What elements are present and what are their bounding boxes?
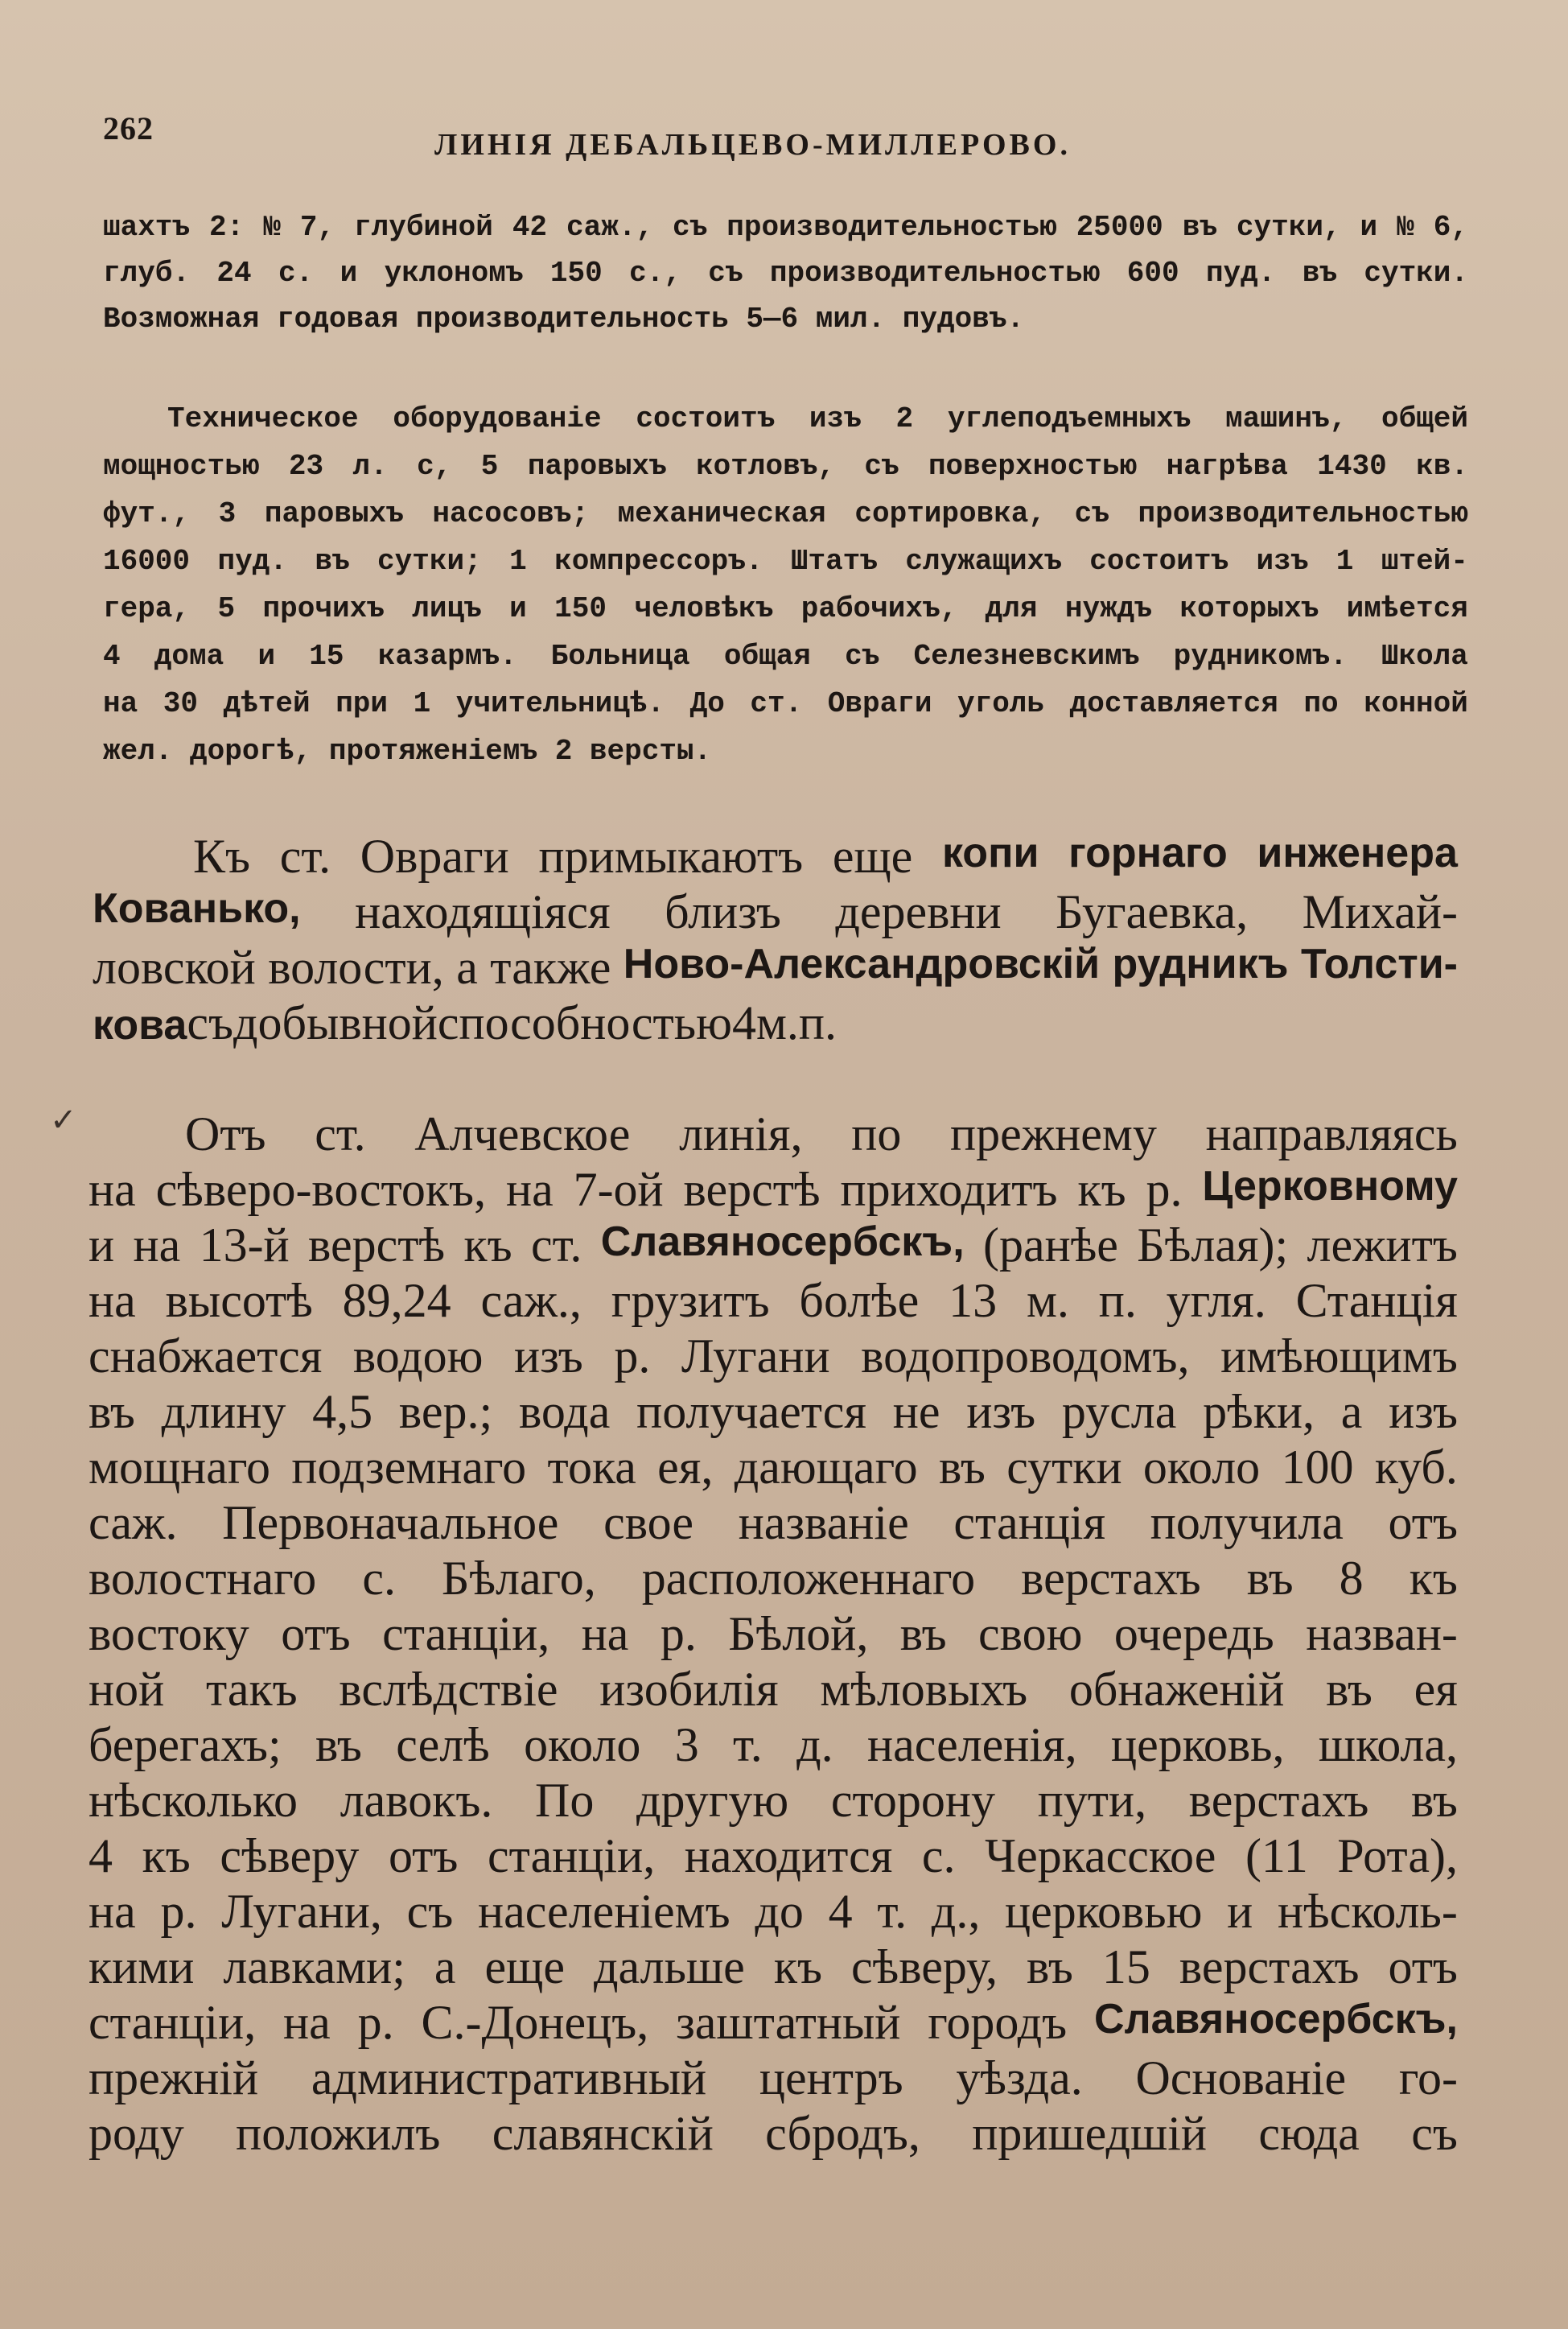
running-head: ЛИНІЯ ДЕБАЛЬЦЕВО-МИЛЛЕРОВО. <box>434 128 1071 162</box>
p4-line: на сѣверо-востокъ, на 7-ой верстѣ приходитъ къ р. Церковному <box>88 1163 1458 1216</box>
p4-line: роду положилъ славянскій сбродъ, пришедшій сюда съ <box>88 2107 1458 2160</box>
p3-line: Кованько, находящіяся близъ деревни Бугаевка, Михай- <box>93 885 1458 938</box>
p4-line: прежній административный центръ уѣзда. Основаніе го- <box>88 2051 1458 2104</box>
page-number: 262 <box>103 110 154 146</box>
p4-line: берегахъ; въ селѣ около 3 т. д. населенія, церковь, школа, <box>88 1718 1458 1771</box>
p4-line: Отъ ст. Алчевское линія, по прежнему направляясь <box>185 1107 1458 1160</box>
p2-line: 4 дома и 15 казармъ. Больница общая съ Селезневскимъ рудникомъ. Школа <box>103 640 1468 673</box>
p4-line: кими лавками; а еще дальше къ сѣверу, въ 15 верстахъ отъ <box>88 1940 1458 1993</box>
p2-line: на 30 дѣтей при 1 учительницѣ. До ст. Овраги уголь доставляется по конной <box>103 687 1468 720</box>
p1-line: шахтъ 2: № 7, глубиной 42 саж., съ производительностью 25000 въ сутки, и № 6, <box>103 211 1468 244</box>
p2-line: Техническое оборудованіе состоитъ изъ 2 углеподъемныхъ машинъ, общей <box>167 402 1468 435</box>
p2-line: фут., 3 паровыхъ насосовъ; механическая сортировка, съ производительностью <box>103 497 1468 530</box>
p4-line: станціи, на р. С.-Донецъ, заштатный городъ Славяносербскъ, <box>88 1996 1458 2049</box>
p4-line: востоку отъ станціи, на р. Бѣлой, въ свою очередь назван- <box>88 1607 1458 1660</box>
p1-line: Возможная годовая производительность 5—6 мил. пудовъ. <box>103 303 1024 336</box>
p4-line: на высотѣ 89,24 саж., грузитъ болѣе 13 м. п. угля. Станція <box>88 1274 1458 1327</box>
p2-line: мощностью 23 л. с, 5 паровыхъ котловъ, съ поверхностью нагрѣва 1430 кв. <box>103 450 1468 483</box>
p4-line: нѣсколько лавокъ. По другую сторону пути, верстахъ въ <box>88 1774 1458 1827</box>
p3-line: ковасъдобывнойспособностью4м.п. <box>93 996 838 1049</box>
p4-line: на р. Лугани, съ населеніемъ до 4 т. д., церковью и нѣсколь- <box>88 1885 1458 1938</box>
p4-line: въ длину 4,5 вер.; вода получается не изъ русла рѣки, а изъ <box>88 1385 1458 1438</box>
p3-line: ловской волости, а также Ново-Александровскій рудникъ Толсти- <box>93 941 1458 994</box>
p4-line: снабжается водою изъ р. Лугани водопроводомъ, имѣющимъ <box>88 1329 1458 1383</box>
p2-line: 16000 пуд. въ сутки; 1 компрессоръ. Штатъ служащихъ состоитъ изъ 1 штей- <box>103 545 1468 578</box>
p1-line: глуб. 24 с. и уклономъ 150 с., съ производительностью 600 пуд. въ сутки. <box>103 257 1468 290</box>
p4-line: саж. Первоначальное свое названіе станція получила отъ <box>88 1496 1458 1549</box>
p4-line: волостнаго с. Бѣлаго, расположеннаго верстахъ въ 8 къ <box>88 1552 1458 1605</box>
p2-line: жел. дорогѣ, протяженіемъ 2 версты. <box>103 735 712 768</box>
p4-line: и на 13-й верстѣ къ ст. Славяносербскъ, (ранѣе Бѣлая); лежитъ <box>88 1218 1458 1272</box>
margin-check-mark: ✓ <box>50 1102 77 1138</box>
p3-line: Къ ст. Овраги примыкаютъ еще копи горнаго инженера <box>193 830 1458 883</box>
p4-line: ной такъ вслѣдствіе изобилія мѣловыхъ обнаженій въ ея <box>88 1663 1458 1716</box>
p4-line: 4 къ сѣверу отъ станціи, находится с. Черкасское (11 Рота), <box>88 1829 1458 1882</box>
p2-line: гера, 5 прочихъ лицъ и 150 человѣкъ рабочихъ, для нуждъ которыхъ имѣется <box>103 592 1468 625</box>
p4-line: мощнаго подземнаго тока ея, дающаго въ сутки около 100 куб. <box>88 1441 1458 1494</box>
